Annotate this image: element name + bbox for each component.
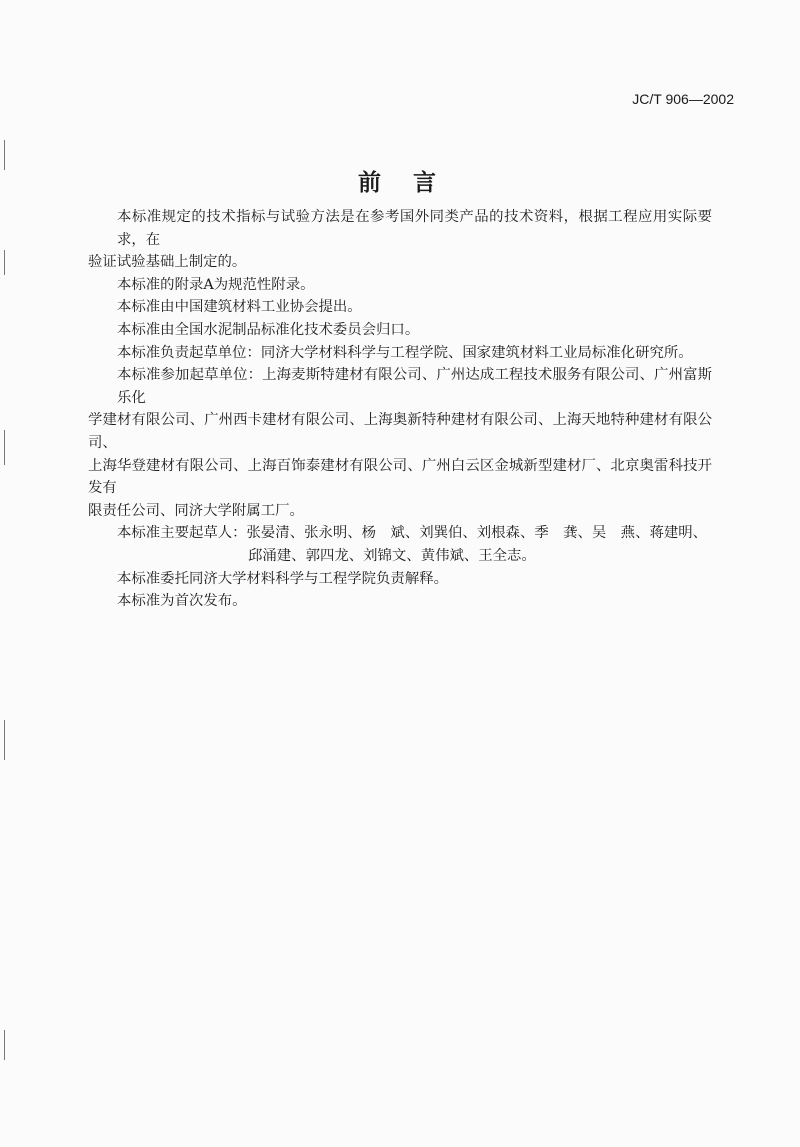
text-line: 本标准由全国水泥制品标准化技术委员会归口。: [117, 321, 420, 338]
standard-number: JC/T 906—2002: [632, 91, 734, 107]
scan-edge-mark: [4, 250, 5, 275]
text-line: 限责任公司、同济大学附属工厂。: [88, 502, 304, 519]
scan-edge-mark: [4, 430, 5, 465]
text-line: 学建材有限公司、广州西卡建材有限公司、上海奥新特种建材有限公司、上海天地特种建材有限公司、: [88, 412, 712, 451]
text-line: 本标准为首次发布。: [117, 593, 247, 610]
text-line: 本标准由中国建筑材料工业协会提出。: [117, 299, 362, 316]
page-title: 前言: [358, 169, 468, 196]
text-line: 邱涌建、郭四龙、刘锦文、黄伟斌、王全志。: [248, 547, 536, 564]
text-line: 本标准主要起草人：张晏清、张永明、杨 斌、刘巽伯、刘根森、季 龚、吴 燕、蒋建明、: [117, 525, 708, 542]
text-line: 本标准负责起草单位：同济大学材料科学与工程学院、国家建筑材料工业局标准化研究所。: [117, 344, 693, 361]
scan-edge-mark: [4, 720, 5, 760]
text-line: 本标准规定的技术指标与试验方法是在参考国外同类产品的技术资料，根据工程应用实际要求，在: [117, 209, 712, 248]
text-line: 本标准的附录A为规范性附录。: [117, 276, 315, 293]
scan-edge-mark: [4, 1030, 5, 1060]
text-line: 验证试验基础上制定的。: [88, 254, 247, 271]
text-line: 本标准委托同济大学材料科学与工程学院负责解释。: [117, 570, 448, 587]
text-line: 本标准参加起草单位：上海麦斯特建材有限公司、广州达成工程技术服务有限公司、广州富斯乐化: [117, 367, 712, 406]
text-line: 上海华登建材有限公司、上海百饰泰建材有限公司、广州白云区金城新型建材厂、北京奥雷科技开发有: [88, 457, 712, 497]
foreword-body: [88, 206, 712, 613]
